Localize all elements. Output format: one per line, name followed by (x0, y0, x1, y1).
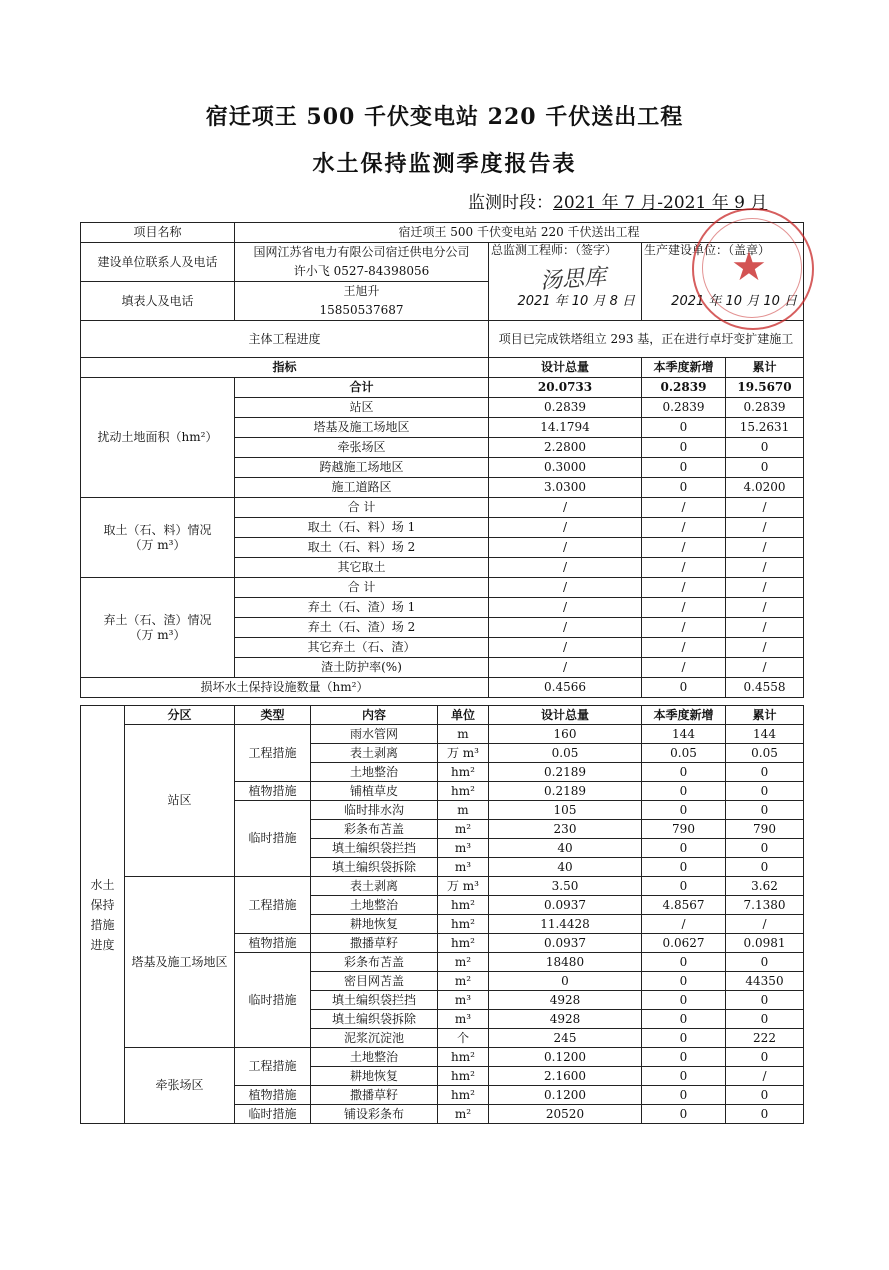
header-indicator: 指标 (81, 358, 489, 378)
measure-unit: 个 (438, 1029, 489, 1048)
table-cell: 0.2839 (642, 378, 726, 398)
unit-date: 2021 年 10 月 10 日 (671, 294, 798, 309)
table-row-name: 合 计 (235, 498, 489, 518)
measure-unit: m³ (438, 839, 489, 858)
side-label-line: 措施 (90, 917, 115, 932)
measures-side-label (81, 706, 125, 1124)
measure-content: 填土编织袋拆除 (311, 1010, 438, 1029)
unit-label: 生产建设单位：（盖章） (644, 243, 771, 257)
table-row (81, 725, 804, 744)
table-cell: 20.0733 (489, 378, 642, 398)
measure-content: 土地整治 (311, 896, 438, 915)
table-cell: / (726, 658, 804, 678)
table-cell: / (489, 658, 642, 678)
seal-star-icon: ★ (731, 244, 767, 290)
table-row-name: 跨越施工场地区 (235, 458, 489, 478)
measure-unit: hm² (438, 1048, 489, 1067)
table-cell: / (489, 518, 642, 538)
measure-new: 0.05 (642, 744, 726, 763)
measure-unit: hm² (438, 763, 489, 782)
measure-unit: 万 m³ (438, 744, 489, 763)
measure-total: 0 (726, 953, 804, 972)
project-name-value: 宿迁项王 500 千伏变电站 220 千伏送出工程 (235, 223, 804, 243)
table-row-name: 施工道路区 (235, 478, 489, 498)
measure-type: 植物措施 (235, 782, 311, 801)
monitoring-period (468, 188, 767, 213)
measure-type: 临时措施 (235, 953, 311, 1048)
measure-content: 填土编织袋拦挡 (311, 839, 438, 858)
measure-design: 11.4428 (489, 915, 642, 934)
table-cell: / (489, 638, 642, 658)
measure-type: 临时措施 (235, 1105, 311, 1124)
table-cell: 2.2800 (489, 438, 642, 458)
table-cell: / (642, 638, 726, 658)
measure-type: 植物措施 (235, 934, 311, 953)
measure-total: 0 (726, 858, 804, 877)
spoil-label-line1: 弃土（石、渣）情况 (103, 612, 212, 627)
table-cell: 0 (642, 418, 726, 438)
measure-new: 0 (642, 801, 726, 820)
measure-design: 0.1200 (489, 1086, 642, 1105)
measure-new: 0 (642, 877, 726, 896)
disturb-label: 扰动土地面积（hm²） (81, 378, 235, 498)
table-cell: / (726, 518, 804, 538)
builder-company: 国网江苏省电力有限公司宿迁供电分公司 (235, 243, 489, 263)
spoil-label (81, 578, 235, 678)
project-name-label: 项目名称 (81, 223, 235, 243)
measure-design: 40 (489, 839, 642, 858)
measure-new: 0 (642, 763, 726, 782)
measure-content: 铺设彩条布 (311, 1105, 438, 1124)
engineer-signature: 汤思库 (539, 264, 607, 295)
table-cell: 0.2839 (489, 398, 642, 418)
measure-total: 0.0981 (726, 934, 804, 953)
measure-new: 0 (642, 782, 726, 801)
measure-total: 3.62 (726, 877, 804, 896)
table-cell: / (642, 518, 726, 538)
table-cell: 0 (726, 438, 804, 458)
measure-total: / (726, 915, 804, 934)
table-row-name: 合 计 (235, 578, 489, 598)
table-cell: / (726, 498, 804, 518)
table-row-name: 弃土（石、渣）场 1 (235, 598, 489, 618)
header-unit: 单位 (438, 706, 489, 725)
summary-table (80, 222, 804, 698)
period-value: 2021 年 7 月-2021 年 9 月 (553, 193, 768, 213)
measure-unit: m³ (438, 991, 489, 1010)
table-cell: / (489, 498, 642, 518)
zone-name: 塔基及施工场地区 (125, 877, 235, 1048)
header-design: 设计总量 (489, 706, 642, 725)
zone-name: 站区 (125, 725, 235, 877)
table-row-name: 其它弃土（石、渣） (235, 638, 489, 658)
document-title: 宿迁项王 500 千伏变电站 220 千伏送出工程 (205, 104, 684, 130)
table-cell: / (489, 598, 642, 618)
measure-unit: m (438, 725, 489, 744)
filler-phone: 15850537687 (235, 301, 489, 321)
measure-design: 4928 (489, 1010, 642, 1029)
measure-total: 0 (726, 839, 804, 858)
measure-new: 0 (642, 991, 726, 1010)
measure-new: 0 (642, 839, 726, 858)
table-cell: / (726, 558, 804, 578)
measure-content: 耕地恢复 (311, 1067, 438, 1086)
table-row-name: 取土（石、料）场 2 (235, 538, 489, 558)
measure-design: 0.2189 (489, 763, 642, 782)
measure-new: 0.0627 (642, 934, 726, 953)
measure-total: 0 (726, 782, 804, 801)
unit-cell (642, 243, 804, 321)
measure-design: 0 (489, 972, 642, 991)
measure-design: 0.05 (489, 744, 642, 763)
table-row-name: 取土（石、料）场 1 (235, 518, 489, 538)
table-row-name: 渣土防护率(%) (235, 658, 489, 678)
measure-unit: hm² (438, 896, 489, 915)
spoil-label-line2: （万 m³） (129, 627, 186, 642)
measure-content: 表土剥离 (311, 744, 438, 763)
measure-content: 泥浆沉淀池 (311, 1029, 438, 1048)
measure-total: 44350 (726, 972, 804, 991)
table-cell: 0 (642, 478, 726, 498)
measure-type: 植物措施 (235, 1086, 311, 1105)
builder-contact-label: 建设单位联系人及电话 (81, 243, 235, 282)
engineer-label: 总监测工程师：（签字） (491, 243, 618, 257)
measure-design: 105 (489, 801, 642, 820)
borrow-label-line2: （万 m³） (129, 537, 186, 552)
measure-new: / (642, 915, 726, 934)
zone-name: 牵张场区 (125, 1048, 235, 1124)
progress-value: 项目已完成铁塔组立 293 基，正在进行卓圩变扩建施工 (489, 321, 804, 358)
table-cell: / (489, 538, 642, 558)
header-content: 内容 (311, 706, 438, 725)
measure-new: 4.8567 (642, 896, 726, 915)
table-cell: 0 (642, 678, 726, 698)
table-cell: / (642, 498, 726, 518)
progress-label: 主体工程进度 (81, 321, 489, 358)
measure-new: 0 (642, 1029, 726, 1048)
measure-type: 工程措施 (235, 877, 311, 934)
measure-design: 3.50 (489, 877, 642, 896)
measure-total: 0 (726, 1048, 804, 1067)
table-row-name: 弃土（石、渣）场 2 (235, 618, 489, 638)
borrow-label-line1: 取土（石、料）情况 (103, 522, 212, 537)
filler-label: 填表人及电话 (81, 282, 235, 321)
measure-unit: m² (438, 1105, 489, 1124)
table-cell: 15.2631 (726, 418, 804, 438)
table-cell: / (642, 538, 726, 558)
measure-unit: hm² (438, 915, 489, 934)
measure-new: 144 (642, 725, 726, 744)
measure-new: 0 (642, 858, 726, 877)
header-new: 本季度新增 (642, 706, 726, 725)
damage-label: 损坏水土保持设施数量（hm²） (81, 678, 489, 698)
table-cell: 0.4558 (726, 678, 804, 698)
measure-content: 彩条布苫盖 (311, 953, 438, 972)
measure-unit: 万 m³ (438, 877, 489, 896)
measure-unit: m² (438, 820, 489, 839)
table-cell: / (642, 558, 726, 578)
measure-total: 0 (726, 801, 804, 820)
measure-total: 0 (726, 1086, 804, 1105)
measure-unit: m³ (438, 858, 489, 877)
header-zone: 分区 (125, 706, 235, 725)
measure-design: 18480 (489, 953, 642, 972)
measure-total: / (726, 1067, 804, 1086)
table-cell: 0.3000 (489, 458, 642, 478)
table-cell: 14.1794 (489, 418, 642, 438)
table-cell: 0 (642, 458, 726, 478)
table-cell: / (726, 618, 804, 638)
measure-total: 144 (726, 725, 804, 744)
borrow-label (81, 498, 235, 578)
measure-new: 0 (642, 1048, 726, 1067)
measure-new: 0 (642, 972, 726, 991)
side-label-line: 进度 (90, 937, 115, 952)
table-cell: / (726, 598, 804, 618)
measure-design: 40 (489, 858, 642, 877)
table-cell: / (642, 598, 726, 618)
measures-table (80, 705, 804, 1124)
measure-design: 230 (489, 820, 642, 839)
measure-unit: hm² (438, 1086, 489, 1105)
table-row (81, 877, 804, 896)
measure-design: 0.0937 (489, 896, 642, 915)
measure-total: 7.1380 (726, 896, 804, 915)
measure-type: 工程措施 (235, 725, 311, 782)
table-cell: 0.4566 (489, 678, 642, 698)
header-type: 类型 (235, 706, 311, 725)
table-cell: / (642, 618, 726, 638)
table-cell: 0.2839 (642, 398, 726, 418)
measure-new: 0 (642, 1086, 726, 1105)
measure-unit: hm² (438, 934, 489, 953)
document-subtitle: 水土保持监测季度报告表 (312, 151, 577, 177)
measure-content: 撒播草籽 (311, 1086, 438, 1105)
measure-new: 0 (642, 953, 726, 972)
measure-design: 0.2189 (489, 782, 642, 801)
measure-new: 790 (642, 820, 726, 839)
header-total: 累计 (726, 358, 804, 378)
table-cell: 0.2839 (726, 398, 804, 418)
table-cell: / (489, 578, 642, 598)
table-cell: / (642, 658, 726, 678)
side-label-line: 水土 (90, 877, 115, 892)
table-cell: / (726, 538, 804, 558)
measure-design: 160 (489, 725, 642, 744)
measure-design: 0.0937 (489, 934, 642, 953)
measure-total: 0 (726, 991, 804, 1010)
measure-type: 临时措施 (235, 801, 311, 877)
measure-new: 0 (642, 1067, 726, 1086)
table-row (81, 1048, 804, 1067)
measure-content: 密目网苫盖 (311, 972, 438, 991)
builder-contact: 许小飞 0527-84398056 (235, 262, 489, 282)
measure-content: 撒播草籽 (311, 934, 438, 953)
header-total: 累计 (726, 706, 804, 725)
measure-design: 20520 (489, 1105, 642, 1124)
measure-design: 245 (489, 1029, 642, 1048)
table-cell: / (642, 578, 726, 598)
table-cell: / (489, 558, 642, 578)
measure-design: 4928 (489, 991, 642, 1010)
table-cell: / (489, 618, 642, 638)
measure-unit: hm² (438, 782, 489, 801)
table-cell: 3.0300 (489, 478, 642, 498)
table-cell: / (726, 638, 804, 658)
engineer-date: 2021 年 10 月 8 日 (517, 294, 635, 309)
measure-unit: m² (438, 972, 489, 991)
measure-content: 表土剥离 (311, 877, 438, 896)
measure-content: 土地整治 (311, 1048, 438, 1067)
period-label: 监测时段： (468, 193, 553, 213)
measure-total: 790 (726, 820, 804, 839)
measure-total: 0 (726, 763, 804, 782)
table-row-name: 塔基及施工场地区 (235, 418, 489, 438)
filler-name: 王旭升 (235, 282, 489, 302)
measure-total: 0 (726, 1105, 804, 1124)
measure-unit: m² (438, 953, 489, 972)
table-row-name: 合计 (235, 378, 489, 398)
table-cell: / (726, 578, 804, 598)
table-row-name: 牵张场区 (235, 438, 489, 458)
table-cell: 0 (726, 458, 804, 478)
measure-new: 0 (642, 1105, 726, 1124)
measure-content: 填土编织袋拦挡 (311, 991, 438, 1010)
measure-total: 222 (726, 1029, 804, 1048)
header-new: 本季度新增 (642, 358, 726, 378)
measure-content: 彩条布苫盖 (311, 820, 438, 839)
measure-unit: m³ (438, 1010, 489, 1029)
measure-content: 雨水管网 (311, 725, 438, 744)
measure-design: 2.1600 (489, 1067, 642, 1086)
header-design: 设计总量 (489, 358, 642, 378)
measure-unit: hm² (438, 1067, 489, 1086)
measure-new: 0 (642, 1010, 726, 1029)
table-cell: 4.0200 (726, 478, 804, 498)
table-row-name: 其它取土 (235, 558, 489, 578)
table-row-name: 站区 (235, 398, 489, 418)
measure-type: 工程措施 (235, 1048, 311, 1086)
measure-design: 0.1200 (489, 1048, 642, 1067)
measure-content: 土地整治 (311, 763, 438, 782)
measure-content: 铺植草皮 (311, 782, 438, 801)
measure-total: 0.05 (726, 744, 804, 763)
measure-content: 填土编织袋拆除 (311, 858, 438, 877)
measure-unit: m (438, 801, 489, 820)
table-cell: 19.5670 (726, 378, 804, 398)
table-cell: 0 (642, 438, 726, 458)
measure-total: 0 (726, 1010, 804, 1029)
side-label-line: 保持 (90, 897, 115, 912)
measure-content: 临时排水沟 (311, 801, 438, 820)
measure-content: 耕地恢复 (311, 915, 438, 934)
